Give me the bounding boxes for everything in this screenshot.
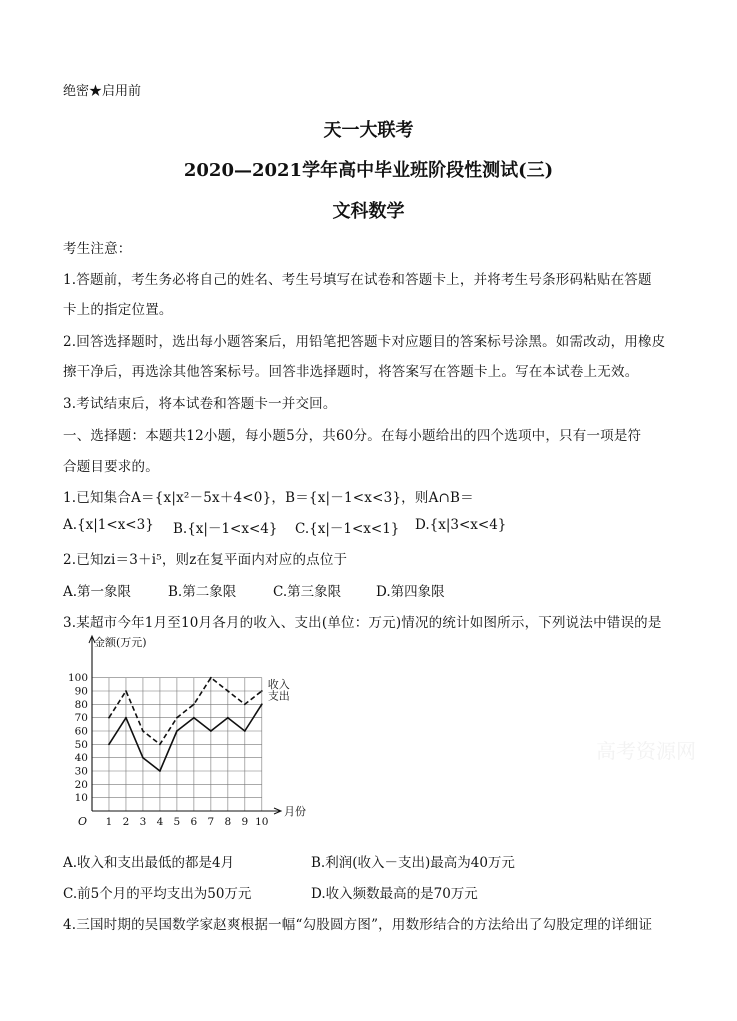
x-tick-label: 10 [255, 816, 269, 828]
y-tick-label: 10 [74, 792, 88, 805]
question-2-options [63, 580, 683, 600]
income-point [108, 717, 110, 719]
notice-item-1-line-2: 卡上的指定位置。 [63, 302, 173, 318]
y-tick-label: 40 [74, 752, 88, 765]
x-tick-label: 3 [139, 816, 147, 828]
x-tick-label: 6 [190, 816, 198, 828]
expense-point [142, 757, 144, 759]
x-axis-label: 月份 [284, 805, 306, 818]
y-tick-label: 30 [74, 765, 88, 778]
question-3-options-row-2 [63, 882, 683, 902]
expense-point [210, 730, 212, 732]
income-point [193, 703, 195, 705]
question-3-option-b: B.利润(收入－支出)最高为40万元 [311, 855, 515, 871]
question-2-option-a: A.第一象限 [63, 584, 132, 600]
income-point [125, 690, 127, 692]
notice-item-2-line-1: 2.回答选择题时，选出每小题答案后，用铅笔把答题卡对应题目的答案标号涂黑。如需改动，用橡皮 [63, 334, 666, 350]
chart-origin-label: O [78, 815, 88, 828]
y-tick-label: 90 [74, 685, 88, 698]
question-4-stem: 4.三国时期的吴国数学家赵爽根据一幅“勾股圆方图”，用数形结合的方法给出了勾股定理的详细证 [63, 917, 653, 933]
question-1-option-d: D.{x|3<x<4} [415, 517, 507, 533]
legend-income-label: 收入 [267, 678, 290, 691]
x-tick-label: 7 [207, 816, 215, 828]
y-axis-label: 金额(万元) [94, 636, 147, 649]
notice-heading: 考生注意： [63, 241, 132, 257]
exam-organizer-title: 天一大联考 [323, 120, 414, 141]
income-expense-line-chart [58, 633, 306, 838]
question-1-options [63, 517, 683, 537]
legend-expense-label: 支出 [267, 689, 290, 703]
income-point [210, 677, 212, 679]
exam-title: 2020—2021学年高中毕业班阶段性测试(三) [183, 160, 554, 181]
question-3-option-c: C.前5个月的平均支出为50万元 [63, 886, 252, 902]
income-point [142, 730, 144, 732]
y-tick-label: 80 [74, 698, 88, 711]
x-tick-label: 1 [105, 816, 113, 828]
question-2-option-c: C.第三象限 [273, 584, 342, 600]
question-3-option-d: D.收入频数最高的是70万元 [311, 886, 478, 902]
y-tick-label: 70 [74, 712, 88, 725]
question-3-option-a: A.收入和支出最低的都是4月 [63, 855, 235, 871]
expense-point [227, 717, 229, 719]
section-1-line-2: 合题目要求的。 [63, 459, 159, 475]
question-2-option-b: B.第二象限 [168, 584, 237, 600]
income-line [109, 678, 262, 745]
expense-point [159, 770, 161, 772]
notice-item-1-line-1: 1.答题前，考生务必将自己的姓名、考生号填写在试卷和答题卡上，并将考生号条形码粘贴在答题 [63, 272, 652, 288]
x-tick-label: 2 [122, 816, 130, 828]
section-1-line-1: 一、选择题：本题共12小题，每小题5分，共60分。在每小题给出的四个选项中，只有一项是符 [63, 428, 642, 444]
expense-point [176, 730, 178, 732]
question-1-stem: 1.已知集合A＝{x|x²－5x＋4<0}，B＝{x|－1<x<3}，则A∩B＝ [63, 490, 474, 506]
income-point [261, 690, 263, 692]
expense-point [244, 730, 246, 732]
secret-label: 绝密★启用前 [63, 84, 142, 99]
x-tick-label: 8 [224, 816, 232, 828]
income-point [227, 690, 229, 692]
expense-point [193, 717, 195, 719]
y-tick-label: 60 [74, 725, 88, 738]
y-tick-label: 20 [74, 778, 88, 791]
income-point [244, 703, 246, 705]
question-1-option-b: B.{x|－1<x<4} [173, 521, 278, 537]
x-tick-label: 5 [173, 816, 181, 828]
subject-title: 文科数学 [332, 201, 405, 222]
watermark: 高考资源网 [596, 739, 696, 763]
question-3-options-row-1 [63, 851, 683, 871]
expense-point [108, 743, 110, 745]
x-tick-label: 9 [241, 816, 249, 828]
question-2-option-d: D.第四象限 [376, 584, 445, 600]
income-point [159, 743, 161, 745]
expense-line [109, 704, 262, 771]
question-2-stem: 2.已知zi＝3＋i⁵，则z在复平面内对应的点位于 [63, 552, 348, 568]
expense-point [261, 703, 263, 705]
question-3-stem: 3.某超市今年1月至10月各月的收入、支出(单位：万元)情况的统计如图所示，下列说法中错误的是 [63, 615, 662, 631]
chart-grid [92, 678, 262, 811]
notice-item-3: 3.考试结束后，将本试卷和答题卡一并交回。 [63, 396, 337, 412]
question-1-option-c: C.{x|－1<x<1} [295, 521, 400, 537]
question-1-option-a: A.{x|1<x<3} [63, 517, 154, 533]
y-tick-label: 100 [67, 672, 88, 685]
x-tick-label: 4 [156, 816, 164, 828]
y-tick-label: 50 [74, 738, 88, 751]
notice-item-2-line-2: 擦干净后，再选涂其他答案标号。回答非选择题时，将答案写在答题卡上。写在本试卷上无效。 [63, 364, 639, 380]
income-point [176, 717, 178, 719]
expense-point [125, 717, 127, 719]
